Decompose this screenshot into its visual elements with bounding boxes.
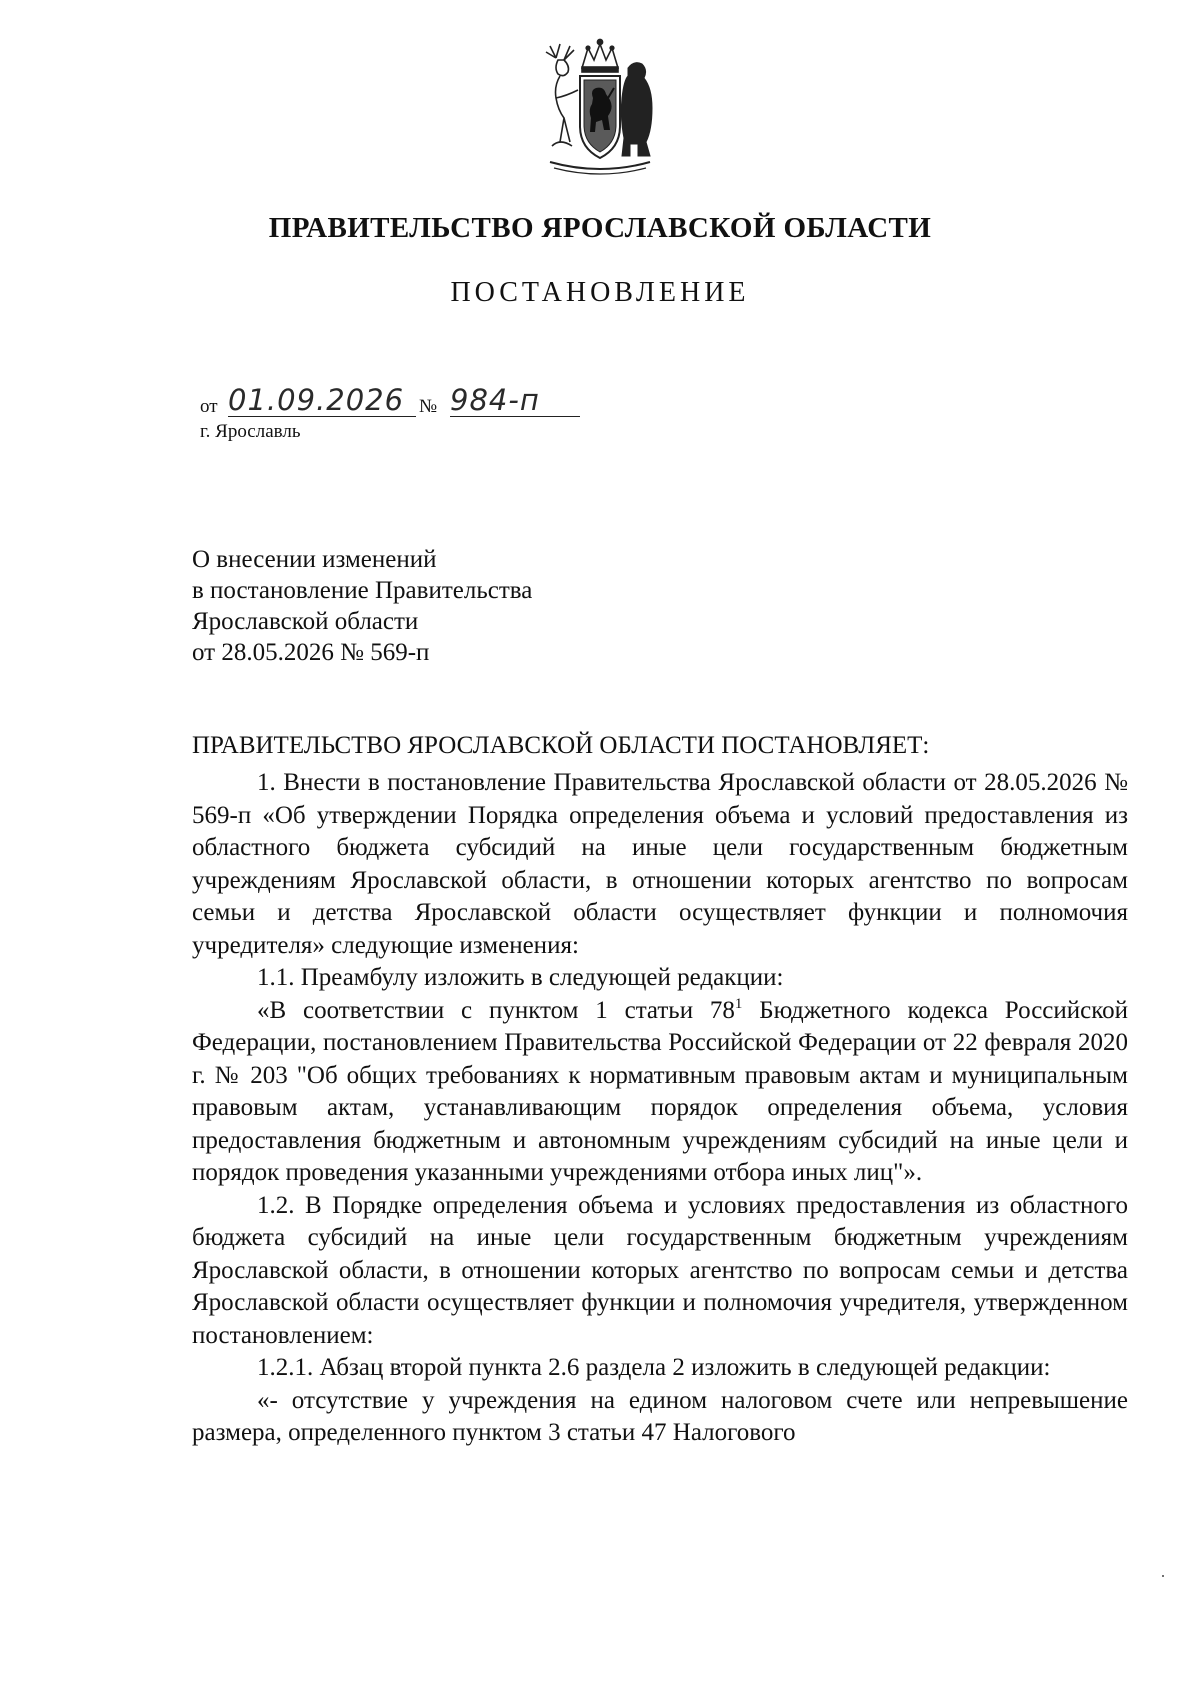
number-sign: №	[419, 396, 438, 417]
paragraph-1: 1. Внести в постановление Правительства Ярославской области от 28.05.2026 № 569-п «Об утверждении Порядка определения объема и условий предоставления из областного бюджета субсидий на иные цели государственным бюджетным учреждениям Ярославской области, в отношении которых агентство по вопросам семьи и детства Ярославской области осуществляет функции и полномочия учредителя» следующие изменения:	[192, 769, 1128, 959]
date-prefix: от	[200, 396, 218, 417]
resolution-heading: ПРАВИТЕЛЬСТВО ЯРОСЛАВСКОЙ ОБЛАСТИ ПОСТАНОВЛЯЕТ:	[192, 732, 930, 759]
article-superscript: 1	[734, 995, 743, 1012]
paragraph-preamble-quote	[192, 995, 1128, 1190]
coat-of-arms-emblem	[530, 38, 670, 178]
quote-rest: Бюджетного кодекса Российской Федерации, постановлением Правительства Российской Федерации от 22 февраля 2020 г. № 203 "Об общих требованиях к нормативным правовым актам и муниципальным правовым актам, устанавливающим порядок определения объема, условия предоставления бюджетным и автономным учреждениям субсидий на иные цели и порядок проведения указанными учреждениями отбора иных лиц"».	[192, 996, 1128, 1186]
scan-speck	[1162, 1575, 1164, 1577]
subject-line: от 28.05.2026 № 569-п	[192, 639, 430, 666]
subject-line: в постановление Правительства	[192, 577, 533, 604]
document-body	[192, 767, 1128, 1450]
document-subject	[192, 544, 532, 668]
quote-start: «В соответствии с пунктом 1 статьи 78	[257, 996, 735, 1024]
city: г. Ярославль	[200, 421, 301, 442]
paragraph-1-2: 1.2. В Порядке определения объема и условиях предоставления из областного бюджета субсидий на иные цели государственным бюджетным учреждениям Ярославской области, в отношении которых агентство по вопросам семьи и детства Ярославской области осуществляет функции и полномочия учредителя, утвержденном постановлением:	[192, 1191, 1128, 1349]
handwritten-date: 01.09.2026	[228, 384, 416, 417]
document-type: ПОСТАНОВЛЕНИЕ	[450, 277, 750, 308]
handwritten-number: 984-п	[450, 384, 580, 417]
subject-line: О внесении изменений	[192, 546, 437, 573]
paragraph-1-1: 1.1. Преамбулу изложить в следующей редакции:	[257, 964, 784, 991]
organization-name: ПРАВИТЕЛЬСТВО ЯРОСЛАВСКОЙ ОБЛАСТИ	[268, 212, 932, 244]
paragraph-1-2-1: 1.2.1. Абзац второй пункта 2.6 раздела 2 изложить в следующей редакции:	[257, 1354, 1051, 1381]
subject-line: Ярославской области	[192, 608, 419, 635]
paragraph-last: «- отсутствие у учреждения на едином налоговом счете или непревышение размера, определенного пунктом 3 статьи 47 Налогового	[192, 1386, 1128, 1446]
